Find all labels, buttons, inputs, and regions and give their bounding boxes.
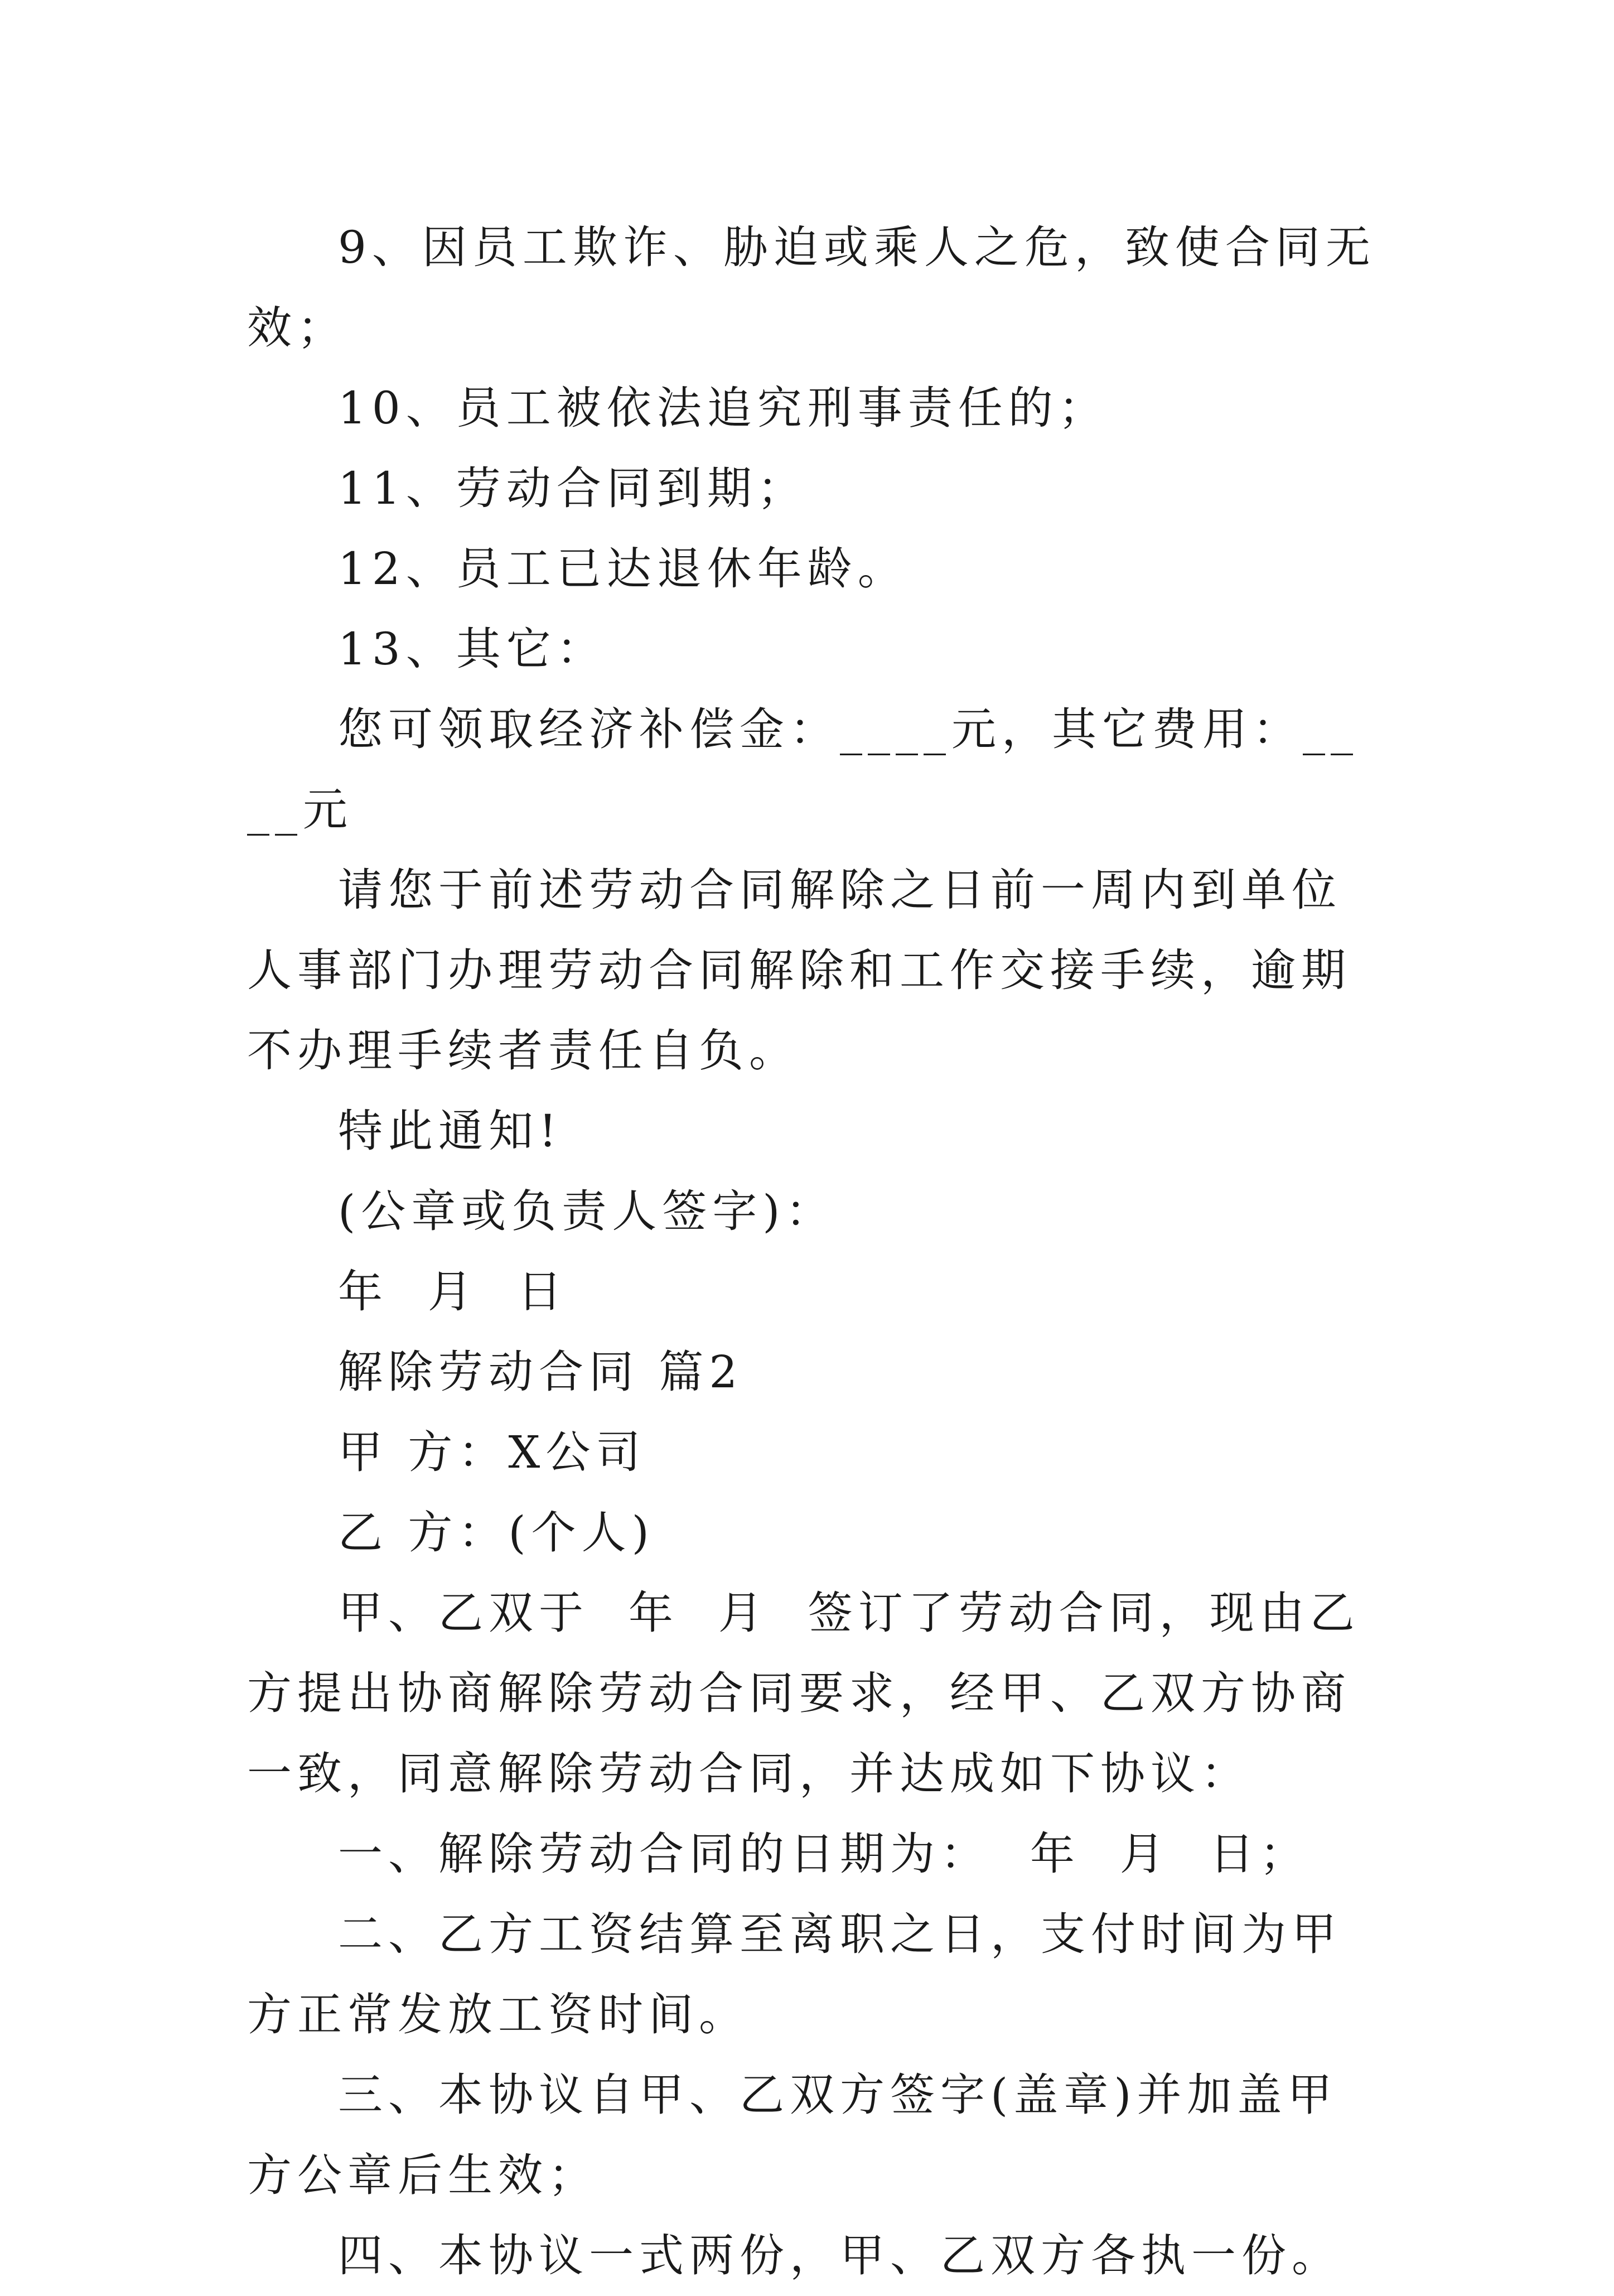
clause-11: 11、劳动合同到期； [338,462,808,514]
party-b: 乙 方：(个人) [338,1507,655,1559]
agreement-term-3: 三、本协议自甲、乙双方签字(盖章)并加盖甲方公章后生效； [247,2069,1338,2201]
agreement-term-1: 一、解除劳动合同的日期为： 年 月 日； [338,1828,1310,1880]
party-a: 甲 方：X公司 [338,1426,646,1478]
agreement-intro: 甲、乙双于 年 月 签订了劳动合同，现由乙方提出协商解除劳动合同要求，经甲、乙双方协商一致，同意解除劳动合同，并达成如下协议： [247,1587,1360,1800]
clause-9: 9、因员工欺诈、胁迫或乘人之危，致使合同无效； [247,221,1376,354]
handover-instructions: 请您于前述劳动合同解除之日前一周内到单位人事部门办理劳动合同解除和工作交接手续，逾期不办理手续者责任自负。 [247,864,1351,1077]
document-body [247,208,1385,2296]
date-line: 年 月 日 [338,1266,568,1318]
clause-13: 13、其它： [338,623,607,675]
clause-12: 12、员工已达退休年龄。 [338,543,908,595]
signature-label: (公章或负责人签字)： [338,1185,836,1237]
notice-closing: 特此通知! [338,1105,563,1157]
compensation-line: 您可领取经济补偿金：____元，其它费用：____元 [247,703,1359,836]
agreement-term-2: 二、乙方工资结算至离职之日，支付时间为甲方正常发放工资时间。 [247,1908,1342,2041]
agreement-term-4: 四、本协议一式两份，甲、乙双方各执一份。 [338,2230,1342,2281]
clause-10: 10、员工被依法追究刑事责任的； [338,382,1109,434]
section-title: 解除劳动合同 篇2 [338,1346,743,1398]
